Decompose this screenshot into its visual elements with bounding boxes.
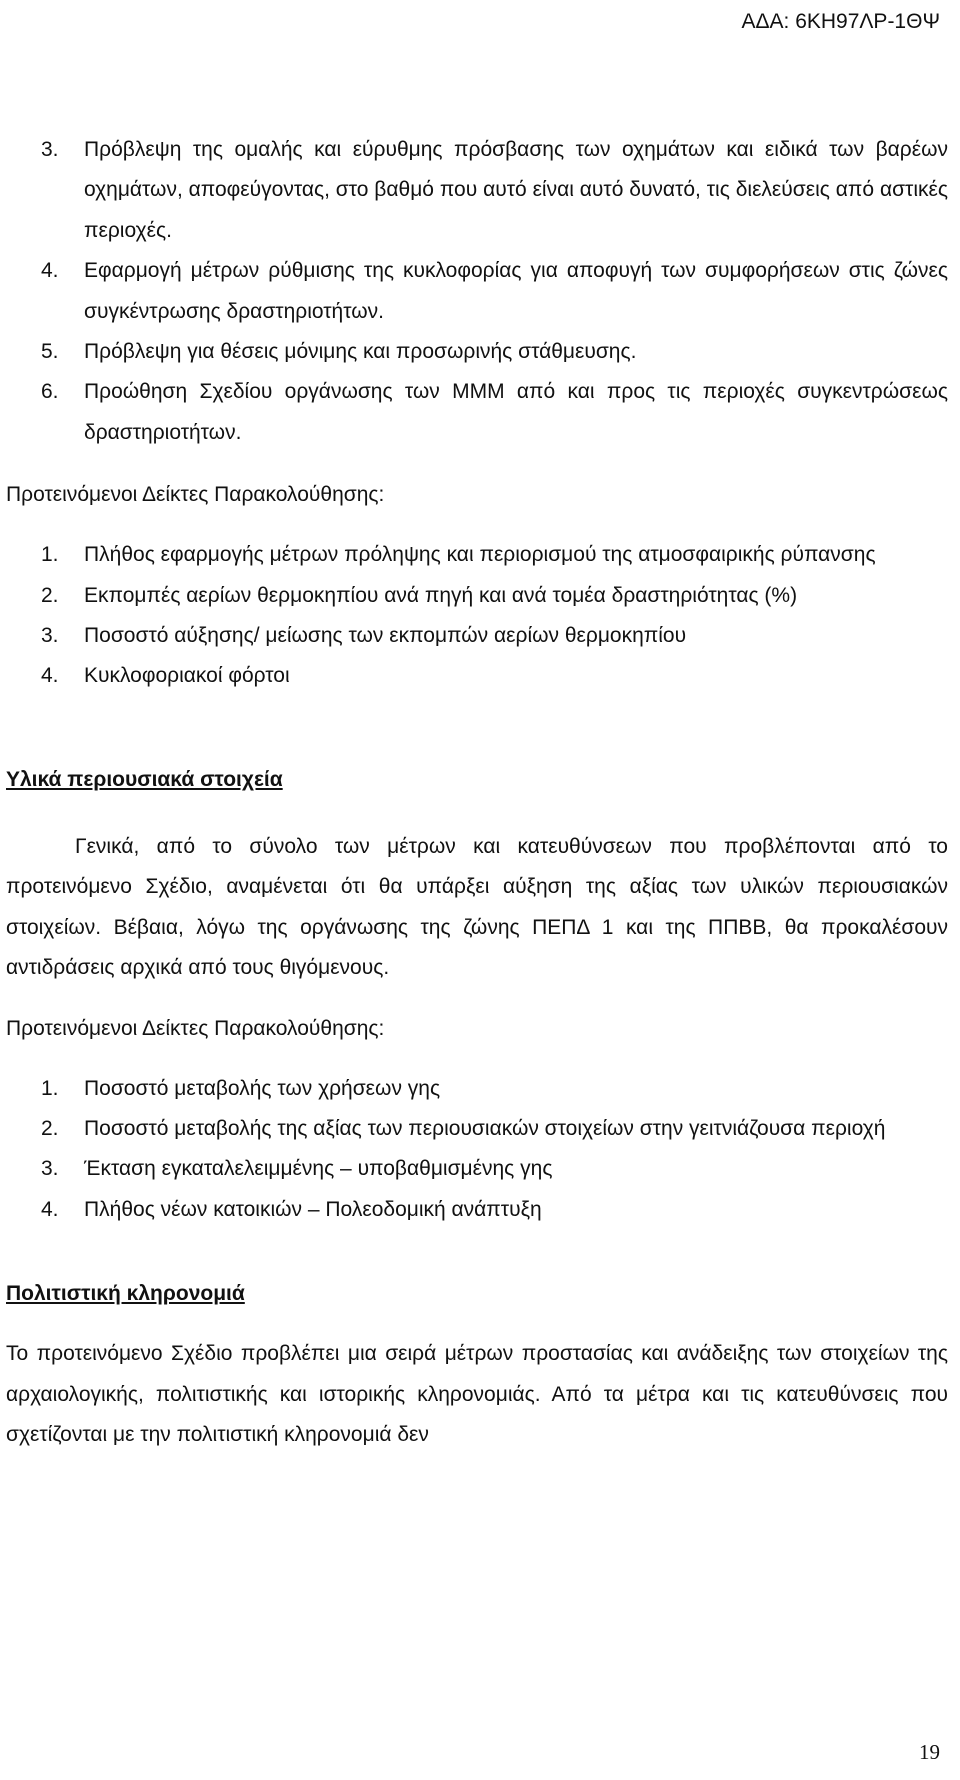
list-item [41,130,948,251]
list-item-text: Προώθηση Σχεδίου οργάνωσης των ΜΜΜ από και προς τις περιοχές συγκεντρώσεως δραστηριοτήτων. [84,380,948,444]
list-item [41,372,948,453]
list-item-text: Εφαρμογή μέτρων ρύθμισης της κυκλοφορίας για αποφυγή των συμφορήσεων στις ζώνες συγκέντρωσης δραστηριοτήτων. [84,259,948,323]
indicators-label: Προτεινόμενοι Δείκτες Παρακολούθησης: [6,483,385,507]
list-item-text: Ποσοστό μεταβολής της αξίας των περιουσιακών στοιχείων στην γειτνιάζουσα περιοχή [84,1116,886,1140]
list-item-number: 5. [41,340,59,364]
list-item-number: 3. [41,1157,59,1181]
list-item [41,616,948,656]
list-item-number: 6. [41,380,59,404]
measures-list [41,130,948,453]
indicators-list [41,1069,948,1231]
list-item [41,1190,948,1230]
list-item-text: Εκπομπές αερίων θερμοκηπίου ανά πηγή και ανά τομέα δραστηριότητας (%) [84,583,798,607]
list-item [41,1149,948,1189]
list-item-text: Πλήθος νέων κατοικιών – Πολεοδομική ανάπτυξη [84,1197,542,1221]
list-item-number: 2. [41,583,59,607]
list-item-number: 4. [41,664,59,688]
list-item-text: Πρόβλεψη της ομαλής και εύρυθμης πρόσβασης των οχημάτων και ειδικά των βαρέων οχημάτων, αποφεύγοντας, στο βαθμό που αυτό είναι αυτό δυνατό, τις διελεύσεις από αστικές περιοχές. [84,138,948,242]
list-item-number: 4. [41,259,59,283]
list-item-text: Πλήθος εφαρμογής μέτρων πρόληψης και περιορισμού της ατμοσφαιρικής ρύπανσης [84,543,876,567]
document-body [0,130,960,1455]
section-heading-material-assets: Υλικά περιουσιακά στοιχεία [6,767,283,791]
document-reference-code: ΑΔΑ: 6ΚΗ97ΛΡ-1ΘΨ [741,10,940,33]
list-item [41,535,948,575]
indicators-label: Προτεινόμενοι Δείκτες Παρακολούθησης: [6,1016,385,1040]
material-assets-paragraph: Γενικά, από το σύνολο των μέτρων και κατευθύνσεων που προβλέπονται από το προτεινόμενο Σχέδιο, αναμένεται ότι θα υπάρξει αύξηση της αξίας των υλικών περιουσιακών στοιχείων. Βέβαια, λόγω της οργάνωσης της ζώνης ΠΕΠΔ 1 και της ΠΠΒΒ, θα προκαλέσουν αντιδράσεις αρχικά από τους θιγόμενους. [6,834,948,980]
list-item [41,656,948,696]
list-item-number: 1. [41,1076,59,1100]
list-item-number: 4. [41,1197,59,1221]
list-item-text: Έκταση εγκαταλελειμμένης – υποβαθμισμένης γης [84,1157,553,1181]
list-item [41,251,948,332]
list-item-number: 3. [41,624,59,648]
list-item-number: 1. [41,543,59,567]
list-item-text: Ποσοστό μεταβολής των χρήσεων γης [84,1076,441,1100]
list-item [41,332,948,372]
list-item-text: Κυκλοφοριακοί φόρτοι [84,664,290,688]
list-item-number: 2. [41,1116,59,1140]
indicators-list [41,535,948,697]
list-item [41,576,948,616]
list-item-text: Πρόβλεψη για θέσεις μόνιμης και προσωρινής στάθμευσης. [84,340,637,364]
cultural-heritage-paragraph: Το προτεινόμενο Σχέδιο προβλέπει μια σειρά μέτρων προστασίας και ανάδειξης των στοιχείων της αρχαιολογικής, πολιτιστικής και ιστορικής κληρονομιάς. Από τα μέτρα και τις κατευθύνσεις που σχετίζονται με την πολιτιστική κληρονομιά δεν [6,1342,948,1446]
list-item-text: Ποσοστό αύξησης/ μείωσης των εκπομπών αερίων θερμοκηπίου [84,624,687,648]
section-heading-cultural-heritage: Πολιτιστική κληρονομιά [6,1282,245,1306]
list-item [41,1109,948,1149]
list-item-number: 3. [41,138,59,161]
list-item [41,1069,948,1109]
page-number: 19 [919,1740,940,1764]
